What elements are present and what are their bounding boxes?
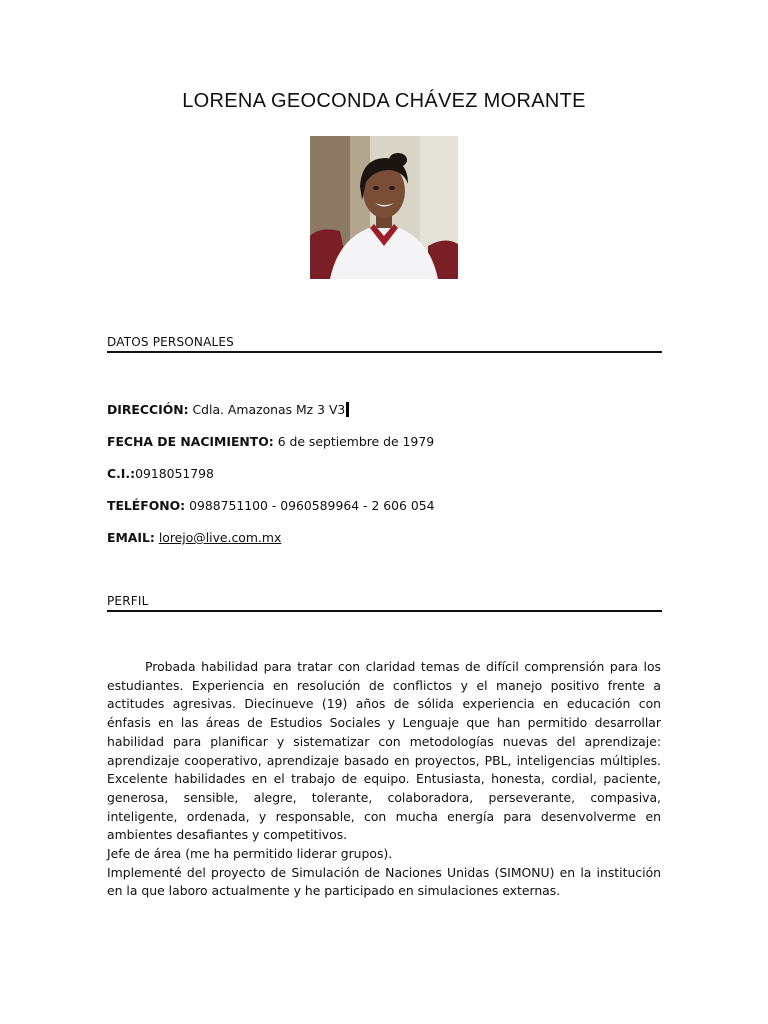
field-label: EMAIL: <box>107 530 155 545</box>
field-email <box>107 530 281 545</box>
field-id-number <box>107 466 214 481</box>
portrait-image <box>310 136 458 279</box>
section-heading-profile: PERFIL <box>107 594 662 612</box>
field-phone <box>107 498 435 513</box>
text-cursor-icon <box>346 402 349 417</box>
candidate-name: LORENA GEOCONDA CHÁVEZ MORANTE <box>182 90 586 112</box>
profile-text <box>107 658 661 901</box>
field-label: FECHA DE NACIMIENTO: <box>107 434 274 449</box>
field-address <box>107 402 349 417</box>
field-birthdate <box>107 434 434 449</box>
profile-paragraph: Probada habilidad para tratar con claridad temas de difícil comprensión para los estudiantes. Experiencia en resolución de conflictos y el manejo positivo frente a actitudes agresivas. Diecinueve (19) años de sólida experiencia en educación con énfasis en las áreas de Estudios Sociales y Lenguaje que han permitido desarrollar habilidad para planificar y sistematizar con metodologías nuevas del aprendizaje: aprendizaje cooperativo, aprendizaje basado en proyectos, PBL, inteligencias múltiples. Excelente habilidades en el trabajo de equipo. Entusiasta, honesta, cordial, paciente, generosa, sensible, alegre, tolerante, colaboradora, perseverante, compasiva, inteligente, ordenada, y responsable, con mucha energía para desenvolverme en ambientes desafiantes y competitivos. <box>107 659 661 843</box>
profile-photo <box>310 136 458 279</box>
field-value: 6 de septiembre de 1979 <box>273 434 435 449</box>
section-heading-personal: DATOS PERSONALES <box>107 335 662 353</box>
field-value: Cdla. Amazonas Mz 3 V3 <box>188 402 346 417</box>
field-value: 0988751100 - 0960589964 - 2 606 054 <box>185 498 435 513</box>
email-link[interactable]: lorejo@live.com.mx <box>158 530 282 545</box>
field-label: TELÉFONO: <box>107 498 186 513</box>
field-label: C.I.: <box>107 466 136 481</box>
field-label: DIRECCIÓN: <box>107 402 189 417</box>
field-value: 0918051798 <box>135 466 214 481</box>
profile-line: Implementé del proyecto de Simulación de Naciones Unidas (SIMONU) en la institución en la que laboro actualmente y he participado en simulaciones externas. <box>107 864 661 899</box>
profile-line: Jefe de área (me ha permitido liderar grupos). <box>107 846 393 862</box>
